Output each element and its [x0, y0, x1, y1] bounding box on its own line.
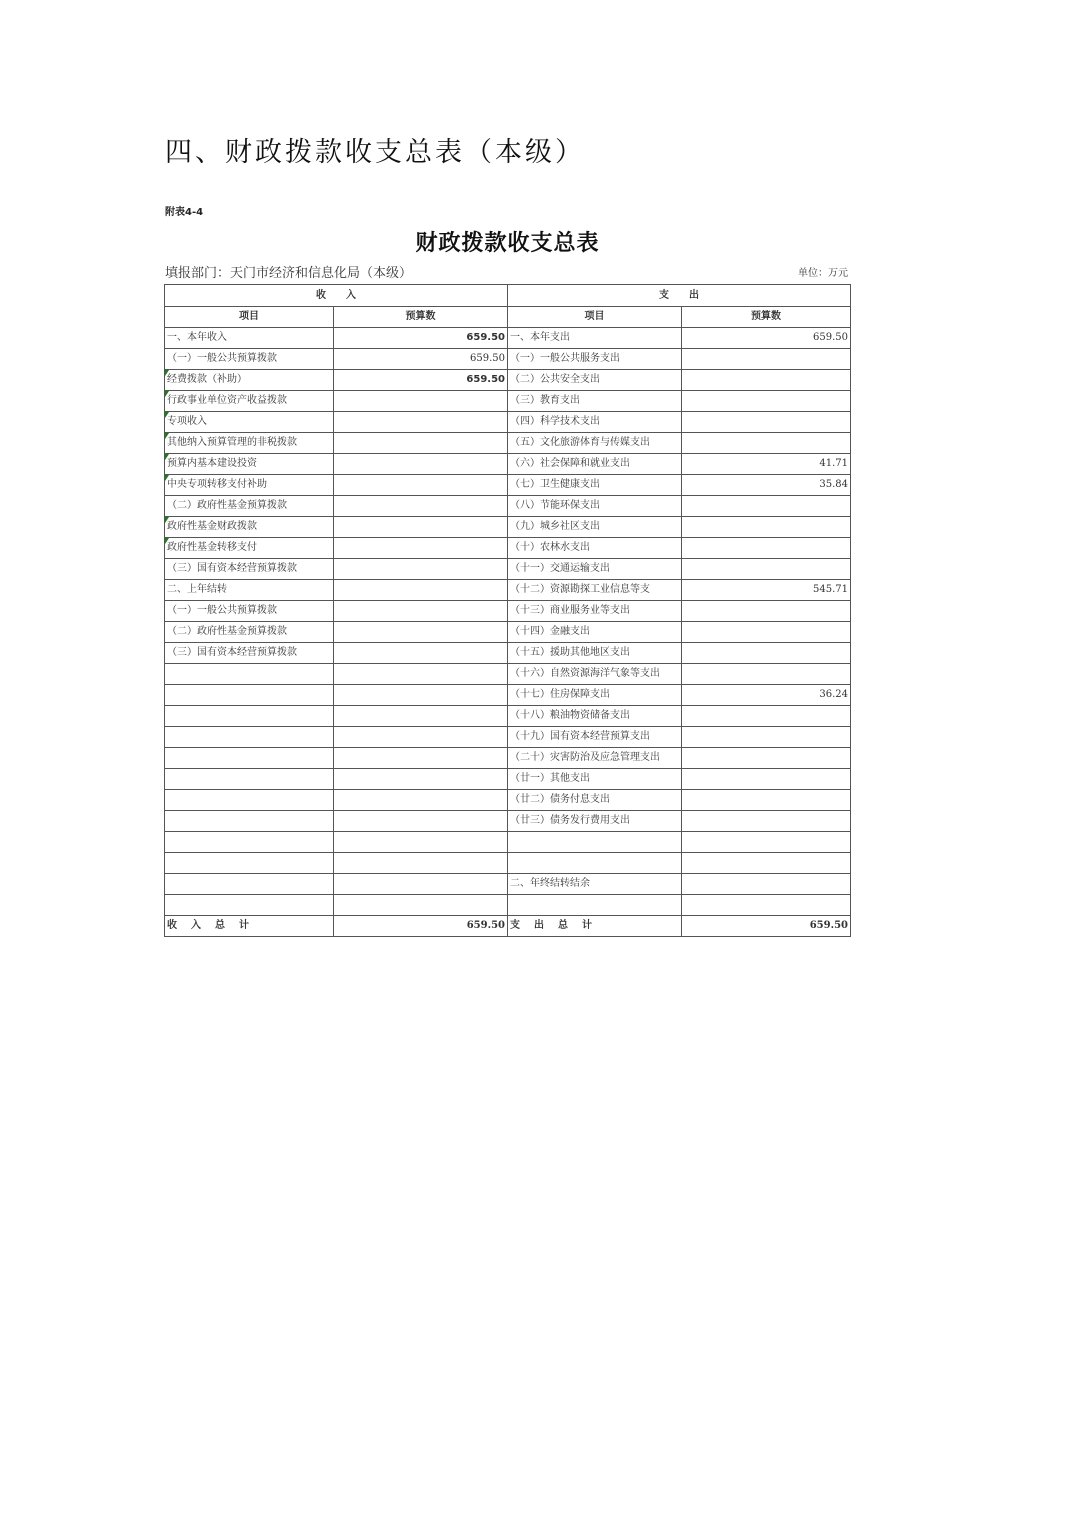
expense-value-cell: [682, 349, 851, 370]
table-row: [165, 832, 851, 853]
expense-value-cell: [682, 391, 851, 412]
table-row: [165, 790, 851, 811]
expense-item-cell: 一、本年支出: [508, 328, 682, 349]
income-item-cell: [165, 811, 334, 832]
income-item-cell: （二）政府性基金预算拨款: [165, 622, 334, 643]
expense-value-cell: [682, 853, 851, 874]
table-row: [165, 748, 851, 769]
income-item-cell: （二）政府性基金预算拨款: [165, 496, 334, 517]
income-item-cell: 二、上年结转: [165, 580, 334, 601]
expense-item-cell: （十八）粮油物资储备支出: [508, 706, 682, 727]
income-item-cell: 政府性基金转移支付: [165, 538, 334, 559]
expense-value-cell: 41.71: [682, 454, 851, 475]
income-value-cell: [334, 580, 508, 601]
table-row: [165, 853, 851, 874]
expense-value-cell: [682, 664, 851, 685]
column-header-row: [165, 307, 851, 328]
income-value-cell: [334, 685, 508, 706]
income-value-cell: [334, 706, 508, 727]
expense-item-cell: （十三）商业服务业等支出: [508, 601, 682, 622]
income-total-value: 659.50: [334, 916, 508, 937]
income-item-cell: 经费拨款（补助）: [165, 370, 334, 391]
expense-value-cell: 659.50: [682, 328, 851, 349]
expense-value-cell: [682, 706, 851, 727]
income-item-cell: [165, 769, 334, 790]
income-value-cell: [334, 538, 508, 559]
income-value-cell: [334, 475, 508, 496]
expense-item-cell: （十四）金融支出: [508, 622, 682, 643]
expense-value-cell: [682, 727, 851, 748]
expense-item-cell: （廿一）其他支出: [508, 769, 682, 790]
table-row: [165, 517, 851, 538]
income-item-header: 项目: [165, 307, 334, 328]
income-budget-header: 预算数: [334, 307, 508, 328]
expense-item-cell: （廿二）债务付息支出: [508, 790, 682, 811]
budget-table: [164, 284, 851, 937]
expense-item-cell: （三）教育支出: [508, 391, 682, 412]
expense-value-cell: [682, 895, 851, 916]
page-heading: 四、财政拨款收支总表（本级）: [165, 137, 585, 168]
table-row: [165, 538, 851, 559]
income-value-cell: [334, 811, 508, 832]
group-header-row: [165, 285, 851, 307]
income-item-cell: 中央专项转移支付补助: [165, 475, 334, 496]
attachment-label: 附表4-4: [165, 207, 204, 218]
expense-item-header: 项目: [508, 307, 682, 328]
table-row: [165, 685, 851, 706]
income-value-cell: [334, 643, 508, 664]
expense-item-cell: （十七）住房保障支出: [508, 685, 682, 706]
table-row: [165, 622, 851, 643]
table-row: [165, 727, 851, 748]
expense-item-cell: （十一）交通运输支出: [508, 559, 682, 580]
expense-item-cell: （廿三）债务发行费用支出: [508, 811, 682, 832]
expense-item-cell: （十二）资源勘探工业信息等支: [508, 580, 682, 601]
expense-item-cell: （六）社会保障和就业支出: [508, 454, 682, 475]
expense-value-cell: [682, 622, 851, 643]
expense-value-cell: [682, 370, 851, 391]
income-item-cell: 一、本年收入: [165, 328, 334, 349]
income-value-cell: [334, 391, 508, 412]
table-row: [165, 559, 851, 580]
income-value-cell: [334, 727, 508, 748]
income-value-cell: [334, 517, 508, 538]
income-item-cell: （一）一般公共预算拨款: [165, 601, 334, 622]
expense-value-cell: [682, 412, 851, 433]
income-value-cell: [334, 664, 508, 685]
income-item-cell: [165, 706, 334, 727]
income-item-cell: [165, 853, 334, 874]
income-value-cell: [334, 412, 508, 433]
expense-item-cell: （十六）自然资源海洋气象等支出: [508, 664, 682, 685]
income-value-cell: [334, 853, 508, 874]
expense-value-cell: [682, 811, 851, 832]
table-row: [165, 412, 851, 433]
expense-total-label: 支出总计: [508, 916, 682, 937]
income-value-cell: [334, 748, 508, 769]
table-row: [165, 349, 851, 370]
table-row: [165, 895, 851, 916]
expense-value-cell: [682, 517, 851, 538]
table-title: 财政拨款收支总表: [415, 230, 600, 256]
expense-value-cell: [682, 559, 851, 580]
income-item-cell: （三）国有资本经营预算拨款: [165, 559, 334, 580]
income-item-cell: [165, 874, 334, 895]
expense-item-cell: （八）节能环保支出: [508, 496, 682, 517]
expense-value-cell: [682, 832, 851, 853]
table-row: [165, 370, 851, 391]
income-value-cell: [334, 601, 508, 622]
expense-total-value: 659.50: [682, 916, 851, 937]
income-value-cell: 659.50: [334, 349, 508, 370]
income-value-cell: [334, 559, 508, 580]
table-row: [165, 769, 851, 790]
income-item-cell: [165, 832, 334, 853]
income-value-cell: [334, 790, 508, 811]
income-item-cell: [165, 727, 334, 748]
income-item-cell: 行政事业单位资产收益拨款: [165, 391, 334, 412]
expense-value-cell: [682, 496, 851, 517]
expense-item-cell: （九）城乡社区支出: [508, 517, 682, 538]
table-row: [165, 874, 851, 895]
income-item-cell: 专项收入: [165, 412, 334, 433]
income-item-cell: 政府性基金财政拨款: [165, 517, 334, 538]
income-group-header: 收 入: [165, 285, 508, 307]
expense-item-cell: 二、年终结转结余: [508, 874, 682, 895]
expense-value-cell: [682, 643, 851, 664]
expense-value-cell: [682, 601, 851, 622]
table-row: [165, 496, 851, 517]
expense-item-cell: （十五）援助其他地区支出: [508, 643, 682, 664]
income-item-cell: [165, 748, 334, 769]
expense-item-cell: [508, 853, 682, 874]
expense-item-cell: （二）公共安全支出: [508, 370, 682, 391]
income-value-cell: [334, 895, 508, 916]
expense-item-cell: （四）科学技术支出: [508, 412, 682, 433]
expense-item-cell: [508, 832, 682, 853]
income-item-cell: （三）国有资本经营预算拨款: [165, 643, 334, 664]
table-row: [165, 433, 851, 454]
expense-item-cell: （五）文化旅游体育与传媒支出: [508, 433, 682, 454]
expense-item-cell: （十九）国有资本经营预算支出: [508, 727, 682, 748]
expense-value-cell: [682, 748, 851, 769]
income-value-cell: [334, 496, 508, 517]
expense-group-header: 支 出: [508, 285, 851, 307]
table-row: [165, 643, 851, 664]
expense-value-cell: 545.71: [682, 580, 851, 601]
income-value-cell: [334, 874, 508, 895]
income-value-cell: [334, 454, 508, 475]
expense-value-cell: 36.24: [682, 685, 851, 706]
expense-value-cell: [682, 433, 851, 454]
table-row: [165, 475, 851, 496]
income-item-cell: 其他纳入预算管理的非税拨款: [165, 433, 334, 454]
table-row: [165, 601, 851, 622]
income-item-cell: [165, 790, 334, 811]
expense-item-cell: [508, 895, 682, 916]
total-row: [165, 916, 851, 937]
table-row: [165, 811, 851, 832]
income-value-cell: [334, 622, 508, 643]
income-value-cell: [334, 769, 508, 790]
income-item-cell: [165, 895, 334, 916]
expense-value-cell: [682, 769, 851, 790]
income-value-cell: [334, 832, 508, 853]
expense-item-cell: （二十）灾害防治及应急管理支出: [508, 748, 682, 769]
expense-value-cell: [682, 538, 851, 559]
expense-value-cell: [682, 874, 851, 895]
table-row: [165, 580, 851, 601]
expense-budget-header: 预算数: [682, 307, 851, 328]
table-row: [165, 664, 851, 685]
unit-label: 单位：万元: [798, 268, 848, 279]
expense-value-cell: [682, 790, 851, 811]
table-row: [165, 328, 851, 349]
income-item-cell: [165, 664, 334, 685]
income-item-cell: 预算内基本建设投资: [165, 454, 334, 475]
table-row: [165, 706, 851, 727]
expense-item-cell: （一）一般公共服务支出: [508, 349, 682, 370]
income-value-cell: 659.50: [334, 328, 508, 349]
department-label: 填报部门：天门市经济和信息化局（本级）: [165, 266, 413, 281]
expense-item-cell: （七）卫生健康支出: [508, 475, 682, 496]
income-total-label: 收入总计: [165, 916, 334, 937]
income-value-cell: 659.50: [334, 370, 508, 391]
income-item-cell: （一）一般公共预算拨款: [165, 349, 334, 370]
expense-value-cell: 35.84: [682, 475, 851, 496]
income-item-cell: [165, 685, 334, 706]
table-row: [165, 391, 851, 412]
income-value-cell: [334, 433, 508, 454]
expense-item-cell: （十）农林水支出: [508, 538, 682, 559]
table-row: [165, 454, 851, 475]
